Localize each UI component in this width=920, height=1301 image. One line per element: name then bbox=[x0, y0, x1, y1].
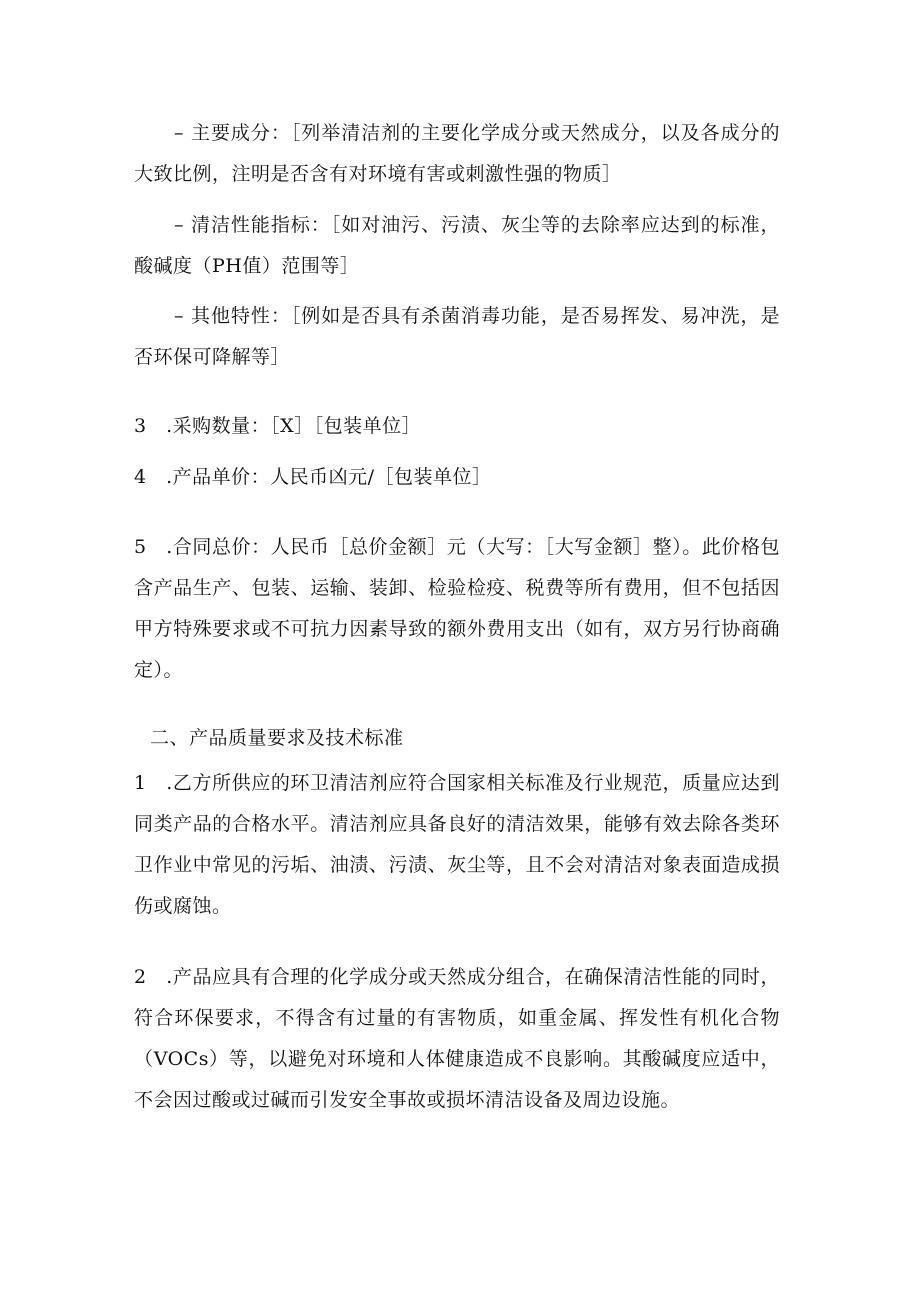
unit-price-item: 4 .产品单价：人民币凶元/［包装单位］ bbox=[134, 466, 492, 488]
total-price-paragraph: 5 .合同总价：人民币［总价金额］元（大写：［大写金额］整）。此价格包含产品生产、包装、运输、装卸、检验检疫、税费等所有费用，但不包括因甲方特殊要求或不可抗力因素导致的额外费用支出（如有，双方另行协商确定）。 bbox=[134, 536, 780, 681]
purchase-quantity-item: 3 .采购数量：［X］［包装单位］ bbox=[134, 415, 422, 437]
other-properties-paragraph: – 其他特性：［例如是否具有杀菌消毒功能，是否易挥发、易冲洗，是否环保可降解等］ bbox=[134, 305, 780, 368]
quality-requirement-1: 1 .乙方所供应的环卫清洁剂应符合国家相关标准及行业规范，质量应达到同类产品的合格水平。清洁剂应具备良好的清洁效果，能够有效去除各类环卫作业中常见的污垢、油渍、污渍、灰尘等，且不会对清洁对象表面造成损伤或腐蚀。 bbox=[134, 772, 780, 917]
cleaning-performance-paragraph: – 清洁性能指标：［如对油污、污渍、灰尘等的去除率应达到的标准，酸碱度（PH值）范围等］ bbox=[134, 214, 780, 277]
main-ingredients-paragraph: – 主要成分：［列举清洁剂的主要化学成分或天然成分，以及各成分的大致比例，注明是否含有对环境有害或刺激性强的物质］ bbox=[134, 122, 780, 185]
section-heading: 二、产品质量要求及技术标准 bbox=[150, 727, 404, 749]
quality-requirement-2: 2 .产品应具有合理的化学成分或天然成分组合，在确保清洁性能的同时，符合环保要求，不得含有过量的有害物质，如重金属、挥发性有机化合物（VOCs）等，以避免对环境和人体健康造成不良影响。其酸碱度应适中，不会因过酸或过碱而引发安全事故或损坏清洁设备及周边设施。 bbox=[134, 966, 780, 1111]
